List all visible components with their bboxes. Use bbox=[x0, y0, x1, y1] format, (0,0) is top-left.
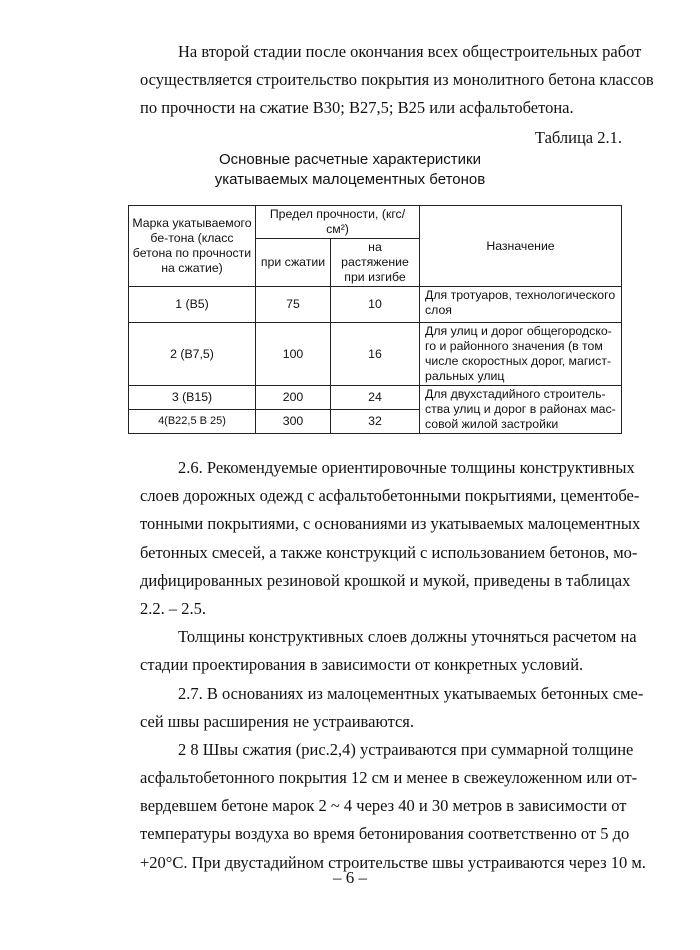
table-title-line: Основные расчетные характеристики bbox=[218, 151, 481, 168]
text-line: по прочности на сжатие В30; В27,5; В25 или асфальтобетона. bbox=[140, 98, 574, 118]
text-line: температуры воздуха во время бетонирования соответственно от 5 до bbox=[140, 824, 630, 844]
table-row bbox=[129, 323, 622, 386]
cell-compression: 100 bbox=[256, 323, 331, 386]
text-line: вердевшем бетоне марок 2 ~ 4 через 40 и 30 метров в зависимости от bbox=[140, 796, 627, 816]
cell-purpose: Для улиц и дорог общегородско-го и районного значения (в том числе скоростных дорог, магист-ральных улиц bbox=[420, 323, 622, 386]
body-text bbox=[140, 454, 646, 877]
concrete-characteristics-table bbox=[128, 205, 622, 434]
text-line: дифицированных резиновой крошкой и мукой, приведены в таблицах bbox=[140, 570, 631, 590]
text-line: +20°С. При двустадийном строительстве швы устраиваются через 10 м. bbox=[140, 852, 646, 872]
table-row bbox=[129, 386, 622, 410]
table-title-line: укатываемых малоцементных бетонов bbox=[214, 171, 486, 188]
text-line: сей швы расширения не устраиваются. bbox=[140, 711, 415, 731]
cell-bending: 10 bbox=[331, 287, 420, 323]
table-title bbox=[0, 150, 700, 190]
text-line: 2.6. Рекомендуемые ориентировочные толщины конструктивных bbox=[178, 458, 635, 477]
text-line: 2.7. В основаниях из малоцементных укатываемых бетонных сме- bbox=[178, 683, 644, 703]
text-line: 2.2. – 2.5. bbox=[140, 598, 206, 618]
cell-purpose: Для двухстадийного строитель-ства улиц и дорог в районах мас-совой жилой застройки bbox=[420, 386, 622, 434]
text-line: 2 8 Швы сжатия (рис.2,4) устраиваются при суммарной толщине bbox=[178, 739, 634, 759]
page-number: – 6 – bbox=[333, 868, 367, 887]
cell-bending: 24 bbox=[331, 386, 420, 410]
text-line: асфальтобетонного покрытия 12 см и менее в свежеуложенном или от- bbox=[140, 768, 638, 788]
text-line: осуществляется строительство покрытия из монолитного бетона классов bbox=[140, 70, 654, 90]
cell-purpose: Для тротуаров, технологического слоя bbox=[420, 287, 622, 323]
cell-compression: 300 bbox=[256, 410, 331, 434]
header-bending: на растяжение при изгибе bbox=[331, 239, 420, 287]
cell-bending: 16 bbox=[331, 323, 420, 386]
cell-grade: 2 (В7,5) bbox=[129, 323, 256, 386]
header-strength: Предел прочности, (кгс/см²) bbox=[256, 206, 420, 239]
header-purpose: Назначение bbox=[420, 206, 622, 287]
text-line: бетонных смесей, а также конструкций с использованием бетонов, мо- bbox=[140, 542, 638, 562]
text-line: слоев дорожных одежд с асфальтобетонными покрытиями, цементобе- bbox=[140, 486, 640, 506]
text-line: стадии проектирования в зависимости от конкретных условий. bbox=[140, 655, 584, 675]
table-caption: Таблица 2.1. bbox=[534, 128, 622, 147]
text-line: тонными покрытиями, с основаниями из укатываемых малоцементных bbox=[140, 514, 641, 534]
header-grade: Марка укатываемого бе-тона (класс бетона по прочности на сжатие) bbox=[129, 206, 256, 287]
cell-grade: 3 (В15) bbox=[129, 386, 256, 410]
cell-grade: 1 (В5) bbox=[129, 287, 256, 323]
cell-grade: 4(В22,5 В 25) bbox=[129, 410, 256, 434]
cell-compression: 200 bbox=[256, 386, 331, 410]
cell-bending: 32 bbox=[331, 410, 420, 434]
cell-compression: 75 bbox=[256, 287, 331, 323]
intro-paragraph bbox=[140, 38, 654, 123]
text-line: На второй стадии после окончания всех общестроительных работ bbox=[178, 42, 642, 61]
text-line: Толщины конструктивных слоев должны уточняться расчетом на bbox=[178, 627, 637, 647]
table-row bbox=[129, 287, 622, 323]
header-compression: при сжатии bbox=[256, 239, 331, 287]
